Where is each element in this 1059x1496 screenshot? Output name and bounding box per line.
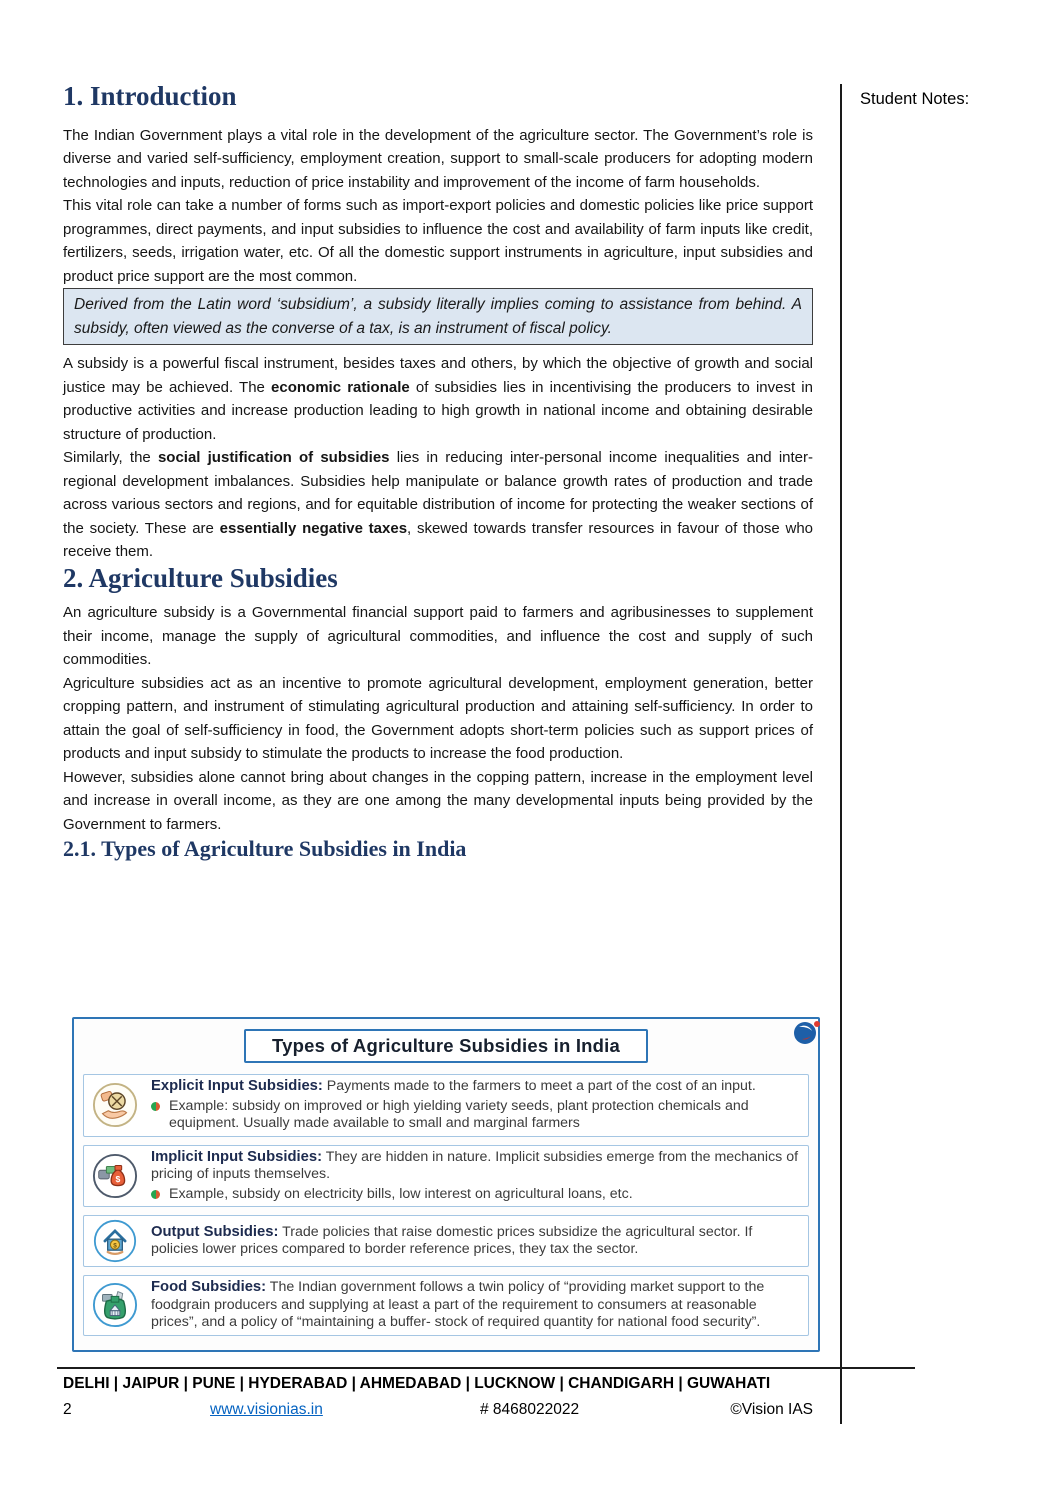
paragraph (63, 352, 813, 446)
phone-number: # 8468022022 (480, 1401, 580, 1418)
text-run: Similarly, the (63, 449, 158, 467)
visionias-logo (792, 1017, 822, 1047)
text-run: lies in reducing inter-personal income inequalities and inter- regional development imbalances. Subsidies help manipulate or balance growth rates of production and trade across various sectors and regions, and for equitable distribution of income for protecting the weaker sections of the society. These are (63, 449, 814, 537)
website-link[interactable]: www.visionias.in (210, 1401, 323, 1418)
item-text: The Indian government follows a twin policy of “providing market support to the foodgrain producers and supplying at least a part of the requirement to consumers at reasonable prices”, and a policy of “maintaining a buffer- stock of required quantity for national food security”. (151, 1279, 765, 1330)
section-heading-agriculture-subsidies: 2. Agriculture Subsidies (63, 562, 338, 593)
subsidy-item-food (83, 1275, 809, 1336)
item-text: Payments made to the farmers to meet a part of the cost of an input. (326, 1078, 756, 1094)
item-example (151, 1186, 800, 1204)
student-notes-label: Student Notes: (860, 90, 970, 108)
item-heading-line (151, 1224, 800, 1259)
section-heading-introduction: 1. Introduction (63, 81, 237, 111)
types-infographic-box (72, 1017, 820, 1352)
svg-text:$: $ (115, 1173, 121, 1184)
item-label: Explicit Input Subsidies: (151, 1078, 323, 1094)
paragraph: The Indian Government plays a vital role in the development of the agriculture sector. The Government’s role is diverse and varied self-sufficiency, employment creation, support to small-scale producers for adopting modern technologies and inputs, reduction of price instability and improvement of the income of farm households. (63, 126, 813, 191)
definition-callout-box (63, 288, 813, 345)
text-run: of subsidies lies in incentivising the producers to invest in productive activities and increase production leading to high growth in national income and obtaining desirable structure of production. (63, 378, 813, 443)
footer-divider-line (57, 1367, 915, 1369)
bold-run: social justification of subsidies (157, 449, 390, 467)
example-text: Example: subsidy on improved or high yielding variety seeds, plant protection chemicals and equipment. Usually made available to small and marginal farmers (169, 1097, 749, 1131)
main-content (63, 82, 813, 862)
item-label: Food Subsidies: (151, 1279, 267, 1295)
item-heading-line (151, 1149, 800, 1184)
footer-row (63, 1401, 813, 1419)
example-text: Example, subsidy on electricity bills, low interest on agricultural loans, etc. (169, 1185, 633, 1202)
paragraph: An agriculture subsidy is a Governmental financial support paid to farmers and agribusinesses to supplement their income, manage the supply of agricultural commodities, and influence the cost and supply of such commodities. (63, 604, 813, 669)
footer-cities: DELHI | JAIPUR | PUNE | HYDERABAD | AHMEDABAD | LUCKNOW | CHANDIGARH | GUWAHATI (63, 1375, 771, 1392)
text-run: A subsidy is a powerful fiscal instrument, besides taxes and others, by which the objective of growth and social justice may be achieved. The (63, 355, 813, 396)
infographic-title: Types of Agriculture Subsidies in India (244, 1029, 648, 1063)
text-run: , skewed towards transfer resources in favour of those who receive them. (63, 519, 813, 561)
item-heading-line (151, 1279, 800, 1332)
grain-sack-icon (92, 1282, 138, 1328)
paragraph: However, subsidies alone cannot bring about changes in the copping pattern, increase in the employment level and increase in overall income, as they are one among the many developmental inputs being provided by the Government to farmers. (63, 768, 813, 833)
bold-run: economic rationale (271, 378, 410, 396)
house-coin-icon (93, 1219, 137, 1263)
margin-divider-line (840, 84, 842, 1424)
item-heading-line (151, 1078, 800, 1096)
svg-text:$: $ (113, 1242, 117, 1250)
item-text: Trade policies that raise domestic prices subsidize the agricultural sector. If policies lower prices compared to border reference prices, they tax the sector. (151, 1223, 753, 1257)
bullet-dot-icon (151, 1102, 160, 1111)
bullet-dot-icon (151, 1190, 160, 1199)
item-label: Output Subsidies: (151, 1223, 279, 1240)
definition-text: Derived from the Latin word ‘subsidium’, a subsidy literally implies coming to assistance from behind. A subsidy, often viewed as the converse of a tax, is an instrument of fiscal policy. (74, 296, 802, 337)
paragraph: This vital role can take a number of forms such as import-export policies and domestic policies like price support programmes, direct payments, and input subsidies to influence the cost and availability of farm inputs like credit, fertilizers, seeds, irrigation water, etc. Of all the domestic support instruments in agriculture, input subsidies and product price support are the most common. (63, 197, 813, 285)
subsection-heading-types: 2.1. Types of Agriculture Subsidies in India (63, 836, 467, 862)
subsidy-item-implicit (83, 1145, 809, 1208)
subsidy-item-explicit (83, 1074, 809, 1137)
page-number: 2 (63, 1401, 72, 1418)
copyright-text: ©Vision IAS (730, 1401, 813, 1418)
item-text: They are hidden in nature. Implicit subsidies emerge from the mechanics of pricing of inputs themselves. (151, 1148, 799, 1182)
subsidy-item-output (83, 1215, 809, 1267)
hand-giving-coin-icon (92, 1082, 138, 1128)
item-label: Implicit Input Subsidies: (151, 1148, 322, 1165)
bold-run: essentially negative taxes (219, 519, 408, 537)
money-bag-hand-icon (92, 1153, 138, 1199)
paragraph: Agriculture subsidies act as an incentive to promote agricultural development, employment generation, better cropping pattern, and instrument of stimulating agricultural production and attaining self-sufficiency. In order to attain the goal of self-sufficiency in food, the Government adopts short-term policies such as support prices of products and input subsidy to stimulate the products to increase the food production. (63, 674, 813, 763)
item-example (151, 1098, 800, 1133)
paragraph (63, 446, 813, 564)
